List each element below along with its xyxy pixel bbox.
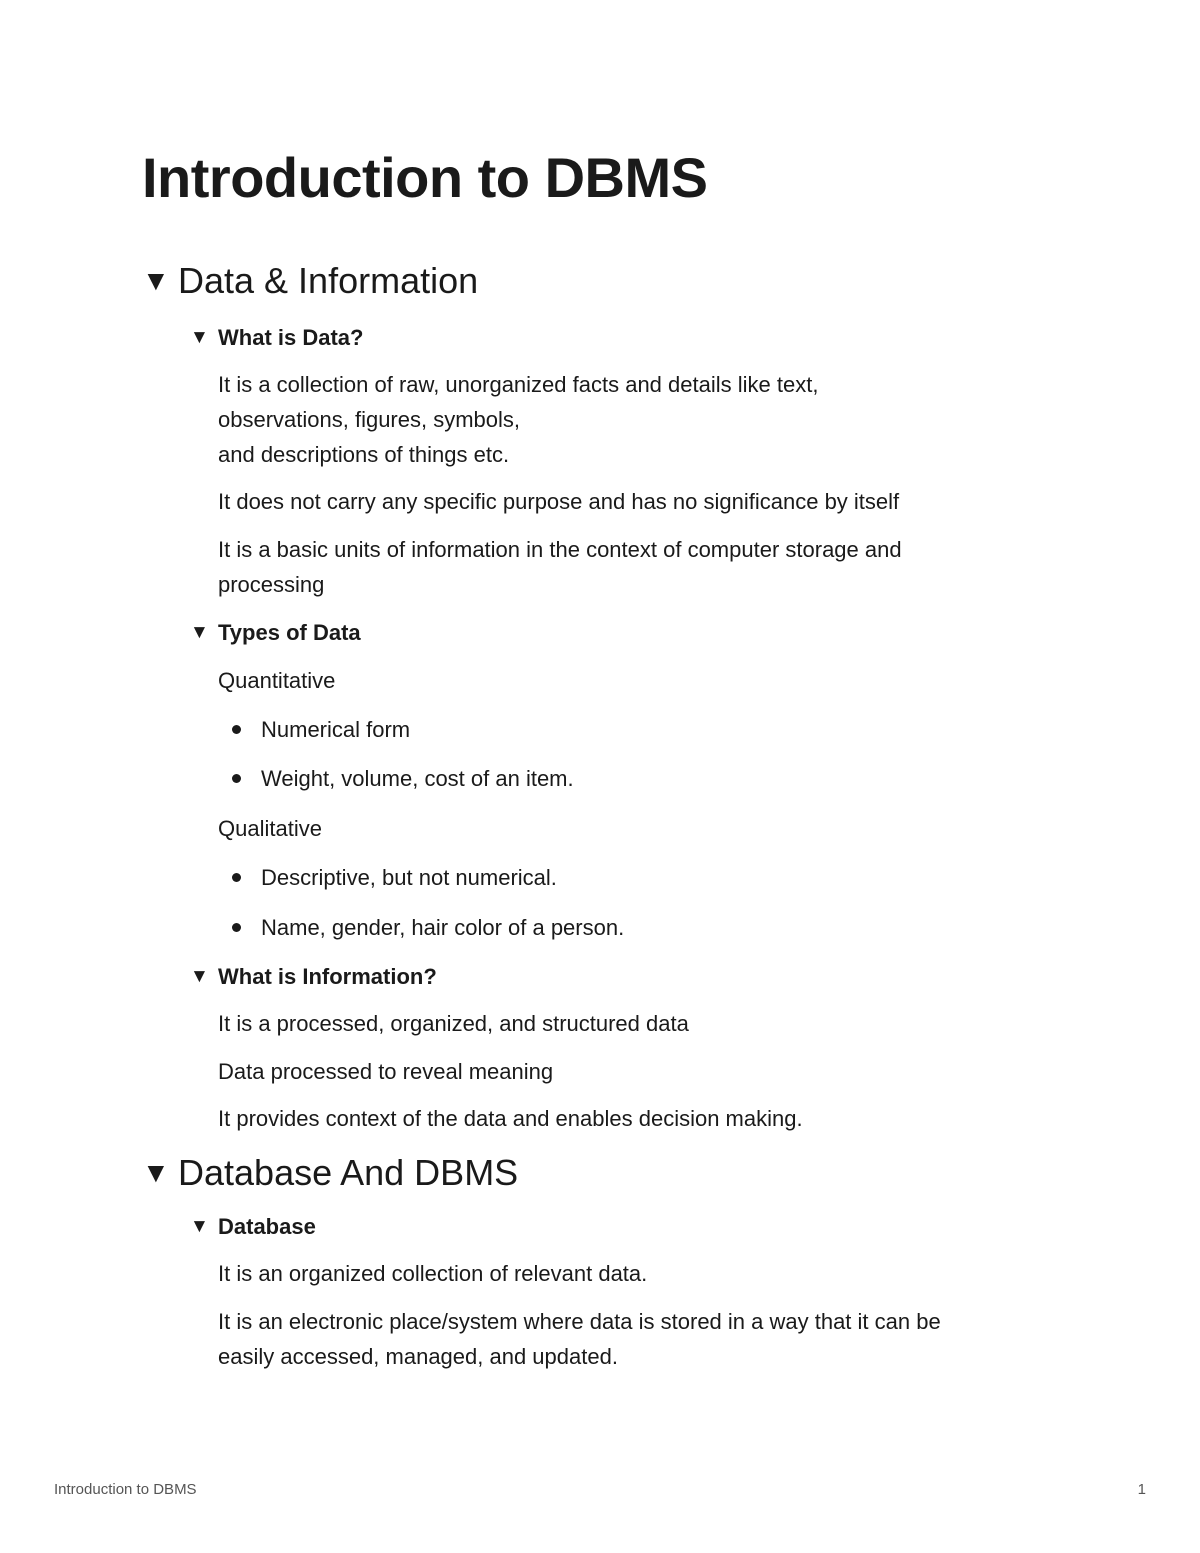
toggle-arrow-icon[interactable]: ▼ [142, 265, 170, 296]
paragraph: Data processed to reveal meaning [218, 1059, 554, 1084]
footer-document-title: Introduction to DBMS [54, 1481, 197, 1498]
paragraph-line: observations, figures, symbols, [218, 407, 521, 432]
list-item-text: Descriptive, but not numerical. [261, 865, 557, 890]
paragraph: It is an organized collection of relevant data. [218, 1261, 648, 1286]
toggle-arrow-icon[interactable]: ▼ [190, 327, 209, 348]
section-heading: Data & Information [178, 260, 479, 301]
paragraph-line: It is an electronic place/system where data is stored in a way that it can be [218, 1309, 941, 1334]
paragraph-line: processing [218, 572, 325, 597]
toggle-arrow-icon[interactable]: ▼ [190, 622, 209, 643]
toggle-heading-what-is-information[interactable] [190, 962, 437, 992]
list-item-text: Weight, volume, cost of an item. [261, 766, 574, 791]
subsection-heading: Database [218, 1214, 316, 1239]
list-item-text: Numerical form [261, 717, 411, 742]
subsection-heading: What is Data? [218, 325, 364, 350]
footer-page-number: 1 [1137, 1481, 1146, 1498]
toggle-heading-data-information[interactable] [142, 258, 478, 304]
page-title: Introduction to DBMS [142, 146, 708, 209]
bullet-icon [232, 725, 241, 734]
bullet-icon [232, 873, 241, 882]
list-item-text: Name, gender, hair color of a person. [261, 915, 625, 940]
subsection-heading: Types of Data [218, 620, 361, 645]
paragraph-line: and descriptions of things etc. [218, 442, 510, 467]
list-item [218, 860, 557, 895]
paragraph: It provides context of the data and enables decision making. [218, 1106, 803, 1131]
section-heading: Database And DBMS [178, 1152, 519, 1193]
list-item [218, 910, 624, 945]
toggle-heading-what-is-data[interactable] [190, 323, 363, 353]
paragraph: It does not carry any specific purpose and has no significance by itself [218, 489, 900, 514]
list-item [218, 761, 574, 796]
subsection-heading: What is Information? [218, 964, 437, 989]
toggle-heading-types-of-data[interactable] [190, 618, 361, 648]
paragraph: Qualitative [218, 816, 322, 841]
toggle-arrow-icon[interactable]: ▼ [190, 966, 209, 987]
bullet-icon [232, 923, 241, 932]
paragraph-line: It is a basic units of information in the context of computer storage and [218, 537, 902, 562]
toggle-arrow-icon[interactable]: ▼ [142, 1157, 170, 1188]
paragraph: Quantitative [218, 668, 336, 693]
bullet-icon [232, 774, 241, 783]
list-item [218, 712, 410, 747]
toggle-heading-database-and-dbms[interactable] [142, 1150, 518, 1196]
toggle-arrow-icon[interactable]: ▼ [190, 1216, 209, 1237]
paragraph-line: easily accessed, managed, and updated. [218, 1344, 618, 1369]
paragraph: It is a processed, organized, and structured data [218, 1011, 689, 1036]
paragraph-line: It is a collection of raw, unorganized facts and details like text, [218, 372, 819, 397]
toggle-heading-database[interactable] [190, 1212, 316, 1242]
